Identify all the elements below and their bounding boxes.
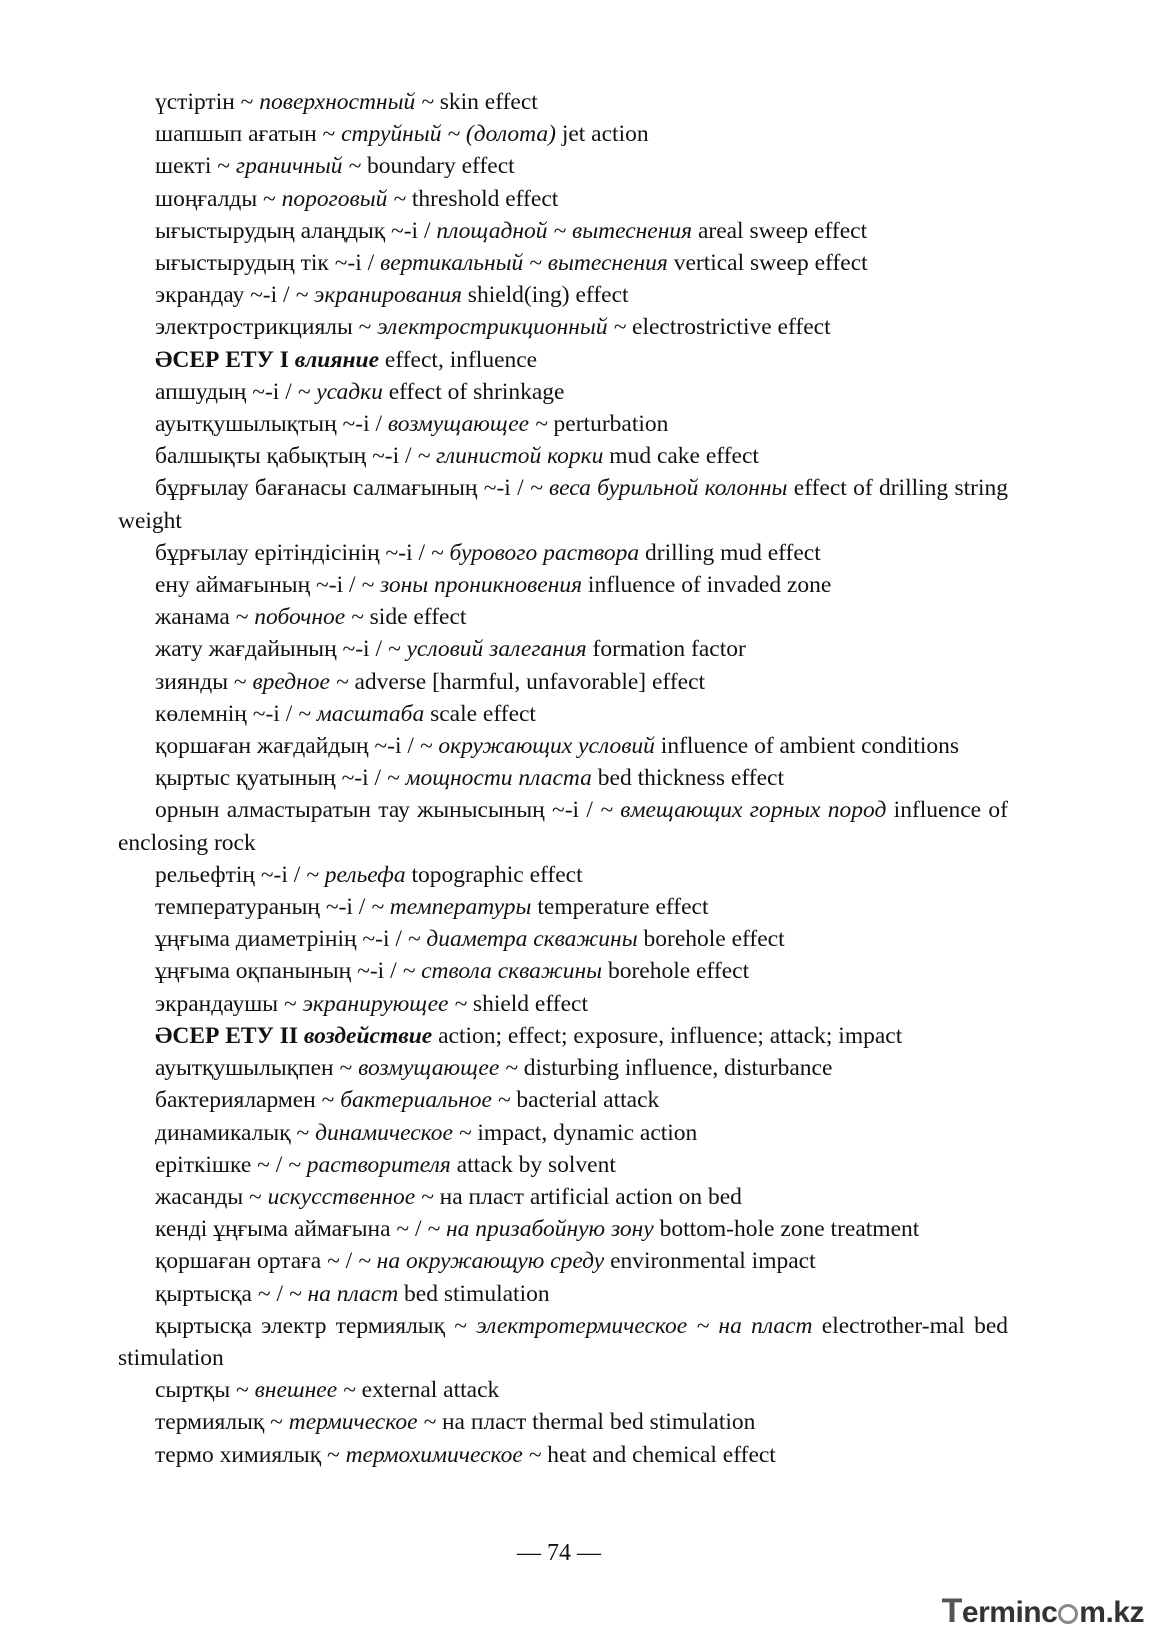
term-english: electrother-mal bed stimulation	[118, 1312, 1009, 1371]
dictionary-entry	[118, 666, 1008, 698]
dictionary-entry	[118, 472, 1008, 536]
term-russian: ~ зоны проникновения	[361, 572, 583, 599]
dictionary-entry	[118, 923, 1008, 955]
term-russian: ~ диаметра скважины	[407, 926, 638, 953]
term-kazakh: жанама ~	[155, 604, 255, 631]
dictionary-entry	[118, 1181, 1008, 1213]
term-english: vertical sweep effect	[667, 250, 868, 277]
term-russian: ~ экранирования	[295, 282, 462, 309]
term-english: temperature effect	[531, 894, 709, 921]
term-english: influence of ambient conditions	[654, 733, 960, 760]
term-kazakh: бактериялармен ~	[155, 1087, 341, 1114]
term-english: heat and chemical effect	[541, 1441, 776, 1468]
dictionary-entry	[118, 279, 1008, 311]
term-russian: искусственное ~	[267, 1183, 434, 1210]
term-english: disturbing influence, disturbance	[517, 1055, 833, 1082]
term-english: influence of enclosing rock	[118, 797, 1008, 856]
term-kazakh: орнын алмастыратын тау жынысының ~-і /	[155, 797, 601, 824]
term-kazakh: ену аймағының ~-і /	[155, 572, 362, 599]
term-english: borehole effect	[602, 958, 750, 985]
term-russian: электрострикционный ~	[377, 314, 627, 341]
dictionary-entry	[118, 1278, 1008, 1310]
term-english: adverse [harmful, unfavorable] effect	[348, 668, 706, 695]
dictionary-entry	[118, 183, 1008, 215]
dictionary-entry	[118, 247, 1008, 279]
term-kazakh: бұрғылау ерітіндісінің ~-і /	[155, 539, 431, 566]
term-kazakh: ұңғыма оқпанының ~-і /	[155, 958, 403, 985]
term-english: shield(ing) effect	[461, 282, 629, 309]
dictionary-entry	[118, 891, 1008, 923]
term-russian: воздействие	[303, 1022, 433, 1049]
term-kazakh: қыртысқа ~ /	[155, 1280, 289, 1307]
dictionary-entry	[118, 988, 1008, 1020]
term-english: influence of invaded zone	[582, 572, 832, 599]
term-russian: влияние	[294, 346, 380, 373]
term-russian: ~ условий залегания	[387, 636, 587, 663]
dictionary-entry	[118, 762, 1008, 794]
term-english: bed stimulation	[398, 1280, 550, 1307]
term-russian: побочное ~	[254, 604, 364, 631]
dictionary-entry	[118, 215, 1008, 247]
term-russian: ~ температуры	[371, 894, 532, 921]
term-kazakh: электрострикциялы ~	[155, 314, 378, 341]
dictionary-entry	[118, 1117, 1008, 1149]
term-english: bed thickness effect	[591, 765, 784, 792]
term-english: formation factor	[586, 636, 746, 663]
term-kazakh: апшудың ~-і /	[155, 378, 298, 405]
term-russian: ~ мощности пласта	[386, 765, 592, 792]
term-kazakh: экрандаушы ~	[155, 990, 303, 1017]
term-russian: струйный ~ (долота)	[341, 121, 556, 148]
dictionary-entry	[118, 859, 1008, 891]
term-english: boundary effect	[361, 153, 515, 180]
term-english: attack by solvent	[450, 1151, 616, 1178]
term-kazakh: термо химиялық ~	[155, 1441, 346, 1468]
term-kazakh: еріткішке ~ /	[155, 1151, 289, 1178]
termincom-logo: Terminc m.kz	[941, 1592, 1144, 1630]
term-english: skin effect	[433, 89, 538, 115]
dictionary-entry	[118, 1245, 1008, 1277]
term-english: scale effect	[424, 700, 536, 727]
term-english: borehole effect	[637, 926, 785, 953]
term-kazakh: шоңғалды ~	[155, 185, 282, 212]
dictionary-entry	[118, 1406, 1008, 1438]
term-kazakh: ӘСЕР ЕТУ ІІ	[155, 1022, 304, 1049]
dictionary-entry	[118, 118, 1008, 150]
dictionary-entry	[118, 601, 1008, 633]
dictionary-entry	[118, 1439, 1008, 1471]
term-kazakh: жасанды ~	[155, 1183, 268, 1210]
term-english: effect of shrinkage	[382, 378, 565, 405]
dictionary-entry	[118, 794, 1008, 858]
term-kazakh: ығыстырудың алаңдық ~-і /	[155, 217, 437, 244]
term-russian: ~ глинистой корки	[417, 443, 604, 470]
term-russian: ~ на пласт	[288, 1280, 399, 1307]
term-kazakh: экрандау ~-і /	[155, 282, 296, 309]
term-english: mud cake effect	[603, 443, 759, 470]
term-english: topographic effect	[405, 861, 583, 888]
term-english: effect, influence	[379, 346, 538, 373]
term-russian: внешнее ~	[254, 1377, 356, 1404]
term-english: bottom-hole zone treatment	[653, 1216, 920, 1243]
term-russian: ~ ствола скважины	[402, 958, 603, 985]
term-kazakh: бұрғылау бағанасы салмағының ~-і /	[155, 475, 530, 502]
term-english: effect of drilling string weight	[118, 475, 1008, 534]
term-english: shield effect	[467, 990, 588, 1017]
term-kazakh: зиянды ~	[155, 668, 253, 695]
term-english: electrostrictive effect	[626, 314, 831, 341]
term-kazakh: ӘСЕР ЕТУ І	[155, 346, 295, 373]
dictionary-entry	[118, 569, 1008, 601]
dictionary-entry	[118, 730, 1008, 762]
term-russian: ~ веса бурильной колонны	[529, 475, 788, 502]
term-russian: ~ растворителя	[288, 1151, 451, 1178]
term-kazakh: шапшып ағатын ~	[155, 121, 342, 148]
entry-heading	[118, 1020, 1008, 1052]
term-english: action; effect; exposure, influence; attack; impact	[432, 1022, 903, 1049]
term-english: environmental impact	[604, 1248, 816, 1275]
term-russian: бактериальное ~	[340, 1087, 511, 1114]
term-english: на пласт artificial action on bed	[433, 1183, 742, 1210]
dictionary-entry	[118, 633, 1008, 665]
magnifier-icon	[1058, 1604, 1078, 1624]
term-russian: динамическое ~	[315, 1119, 472, 1146]
term-russian: пороговый ~	[281, 185, 407, 212]
term-english: drilling mud effect	[639, 539, 821, 566]
term-russian: экранирующее ~	[302, 990, 468, 1017]
term-russian: граничный ~	[235, 153, 362, 180]
term-russian: возмущающее ~	[387, 411, 548, 438]
term-english: jet action	[555, 121, 649, 148]
dictionary-entry	[118, 440, 1008, 472]
term-russian: ~ на призабойную зону	[427, 1216, 654, 1243]
entry-heading	[118, 344, 1008, 376]
term-russian: ~ окружающих условий	[419, 733, 655, 760]
dictionary-entry	[118, 955, 1008, 987]
dictionary-entries	[118, 86, 1008, 1471]
dictionary-entry	[118, 1052, 1008, 1084]
dictionary-entry	[118, 537, 1008, 569]
term-kazakh: кенді ұңғыма аймағына ~ /	[155, 1216, 428, 1243]
dictionary-entry	[118, 150, 1008, 182]
dictionary-entry	[118, 311, 1008, 343]
term-kazakh: қыртысқа электр термиялық ~	[155, 1312, 477, 1339]
term-english: на пласт thermal bed stimulation	[436, 1409, 756, 1436]
term-kazakh: термиялық ~	[155, 1409, 289, 1436]
dictionary-entry	[118, 1084, 1008, 1116]
term-kazakh: ығыстырудың тік ~-і /	[155, 250, 381, 277]
term-kazakh: ауытқушылықпен ~	[155, 1055, 359, 1082]
term-kazakh: температураның ~-і /	[155, 894, 372, 921]
dictionary-entry	[118, 1310, 1008, 1374]
term-kazakh: сыртқы ~	[155, 1377, 255, 1404]
term-kazakh: қоршаған жағдайдың ~-і /	[155, 733, 420, 760]
term-kazakh: балшықты қабықтың ~-і /	[155, 443, 418, 470]
term-kazakh: шекті ~	[155, 153, 236, 180]
term-english: bacterial attack	[510, 1087, 660, 1114]
dictionary-entry	[118, 86, 1008, 118]
page-number: — 74 —	[517, 1540, 601, 1566]
term-english: areal sweep effect	[692, 217, 868, 244]
dictionary-entry	[118, 1213, 1008, 1245]
term-kazakh: қоршаған ортаға ~ /	[155, 1248, 359, 1275]
dictionary-entry	[118, 376, 1008, 408]
term-english: threshold effect	[406, 185, 559, 212]
term-kazakh: жату жағдайының ~-і /	[155, 636, 388, 663]
term-kazakh: қыртыс қуатының ~-і /	[155, 765, 387, 792]
term-russian: ~ масштаба	[298, 700, 425, 727]
term-russian: возмущающее ~	[358, 1055, 518, 1082]
term-kazakh: динамикалық ~	[155, 1119, 316, 1146]
dictionary-entry	[118, 698, 1008, 730]
term-russian: ~ бурового раствора	[430, 539, 640, 566]
dictionary-entry	[118, 1149, 1008, 1181]
term-english: perturbation	[547, 411, 669, 438]
term-english: external attack	[355, 1377, 500, 1404]
term-russian: ~ усадки	[297, 378, 383, 405]
term-kazakh: ауытқушылықтың ~-і /	[155, 411, 388, 438]
term-russian: электротермическое ~ на пласт	[476, 1312, 813, 1339]
term-russian: ~ вмещающих горных пород	[600, 797, 887, 824]
term-russian: поверхностный ~	[259, 89, 434, 115]
term-english: impact, dynamic action	[471, 1119, 698, 1146]
term-russian: термическое ~	[288, 1409, 437, 1436]
term-russian: вредное ~	[252, 668, 349, 695]
dictionary-entry	[118, 1374, 1008, 1406]
dictionary-entry	[118, 408, 1008, 440]
term-kazakh: үстіртін ~	[155, 89, 260, 115]
term-kazakh: ұңғыма диаметрінің ~-і /	[155, 926, 408, 953]
term-kazakh: көлемнің ~-і /	[155, 700, 299, 727]
term-russian: ~ на окружающую среду	[358, 1248, 605, 1275]
term-russian: вертикальный ~ вытеснения	[380, 250, 668, 277]
term-english: side effect	[363, 604, 467, 631]
term-kazakh: рельефтің ~-і /	[155, 861, 307, 888]
term-russian: ~ рельефа	[306, 861, 406, 888]
term-russian: площадной ~ вытеснения	[436, 217, 693, 244]
term-russian: термохимическое ~	[345, 1441, 542, 1468]
